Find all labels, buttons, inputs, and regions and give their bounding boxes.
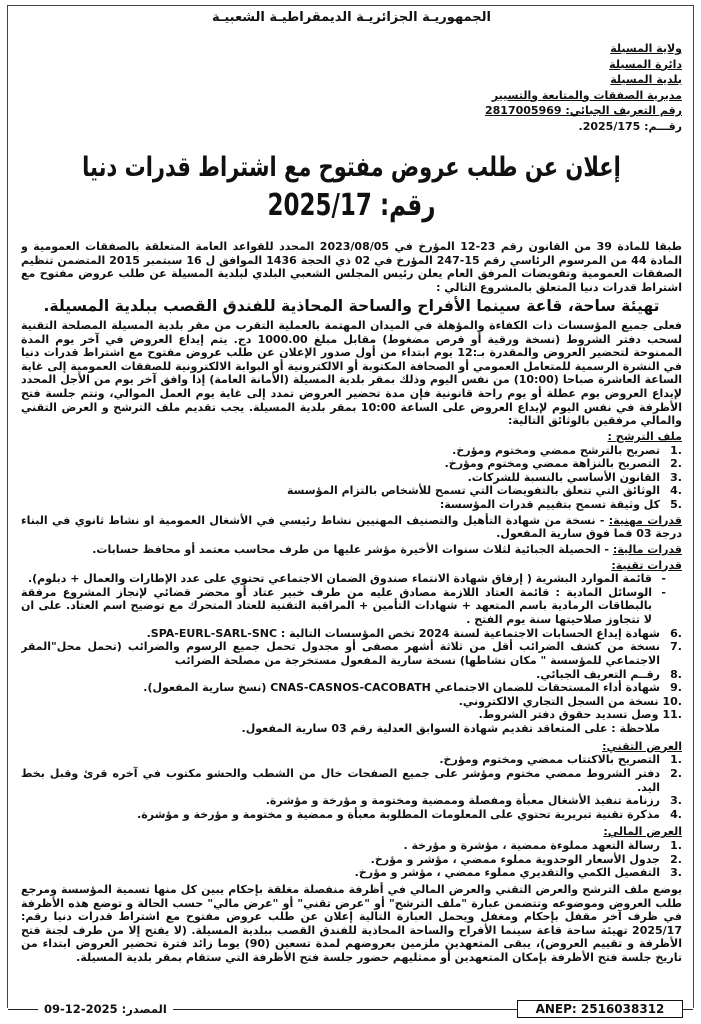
financial-capacity	[21, 543, 682, 557]
item-number: 4.	[670, 807, 682, 821]
wilaya-line: ولاية المسيلة	[610, 42, 682, 55]
notice-number-label: رقم:	[379, 189, 436, 223]
anep-reference: ANEP: 2516038312	[535, 1002, 665, 1016]
item-text: شهادة أداء المستحقات للضمان الاجتماعي CNAS-CASNOS-CACOBATH (نسخ سارية المفعول).	[143, 681, 660, 695]
closing-paragraph: يوضع ملف الترشح والعرض التقني والعرض المالي في أظرفة منفصلة مغلقة بإحكام يبين كل منها تسمية المؤسسة ومرجع طلب العروض وموضوعه وتتضمن عبارة "ملف الترشح" أو "عرض تقني" أو "عرض مالي" حسب الحالة و توضع هذه الأظرفة في ظرف آخر مقفل بإحكام ومغفل ويحمل العبارة التالية إعلان عن طلب عروض مفتوح مع اشتراط قدرات دنيا رقم: 2025/17 تهيئة ساحة قاعة سينما الأفراح والساحة المحاذية للفندق القصب ببلدية المسيلة. (لا يفتح إلا من طرف لجنة فتح الأظرفة و تقييم العروض)، يبقى المتعهدين ملزمين بعروضهم لمدة تسعين (90) يوما زائد فترة تحضير العروض ابتداء من تاريخ جلسة فتح الأظرفة بإمكان المتعهدين أو ممثليهم حضور جلسة فتح الأظرفة التي ستقام بمقر بلدية المسيلة.	[21, 882, 682, 964]
item-text: نسخة من كشف الضرائب أقل من ثلاثة أشهر مصفى أو مجدول تحمل جميع الرسوم والضرائب (تحمل محل"المقر الاجتماعي للمؤسسة " مكان نشاطها) نسخة سارية المفعول مستخرجة من مصلحة الضرائب	[21, 640, 660, 667]
notice-number-value: 2025/17	[267, 189, 372, 223]
item-text: مذكرة تقنية تبريرية تحتوي على المعلومات المطلوبة معبأة و ممضية و مختومة و مؤرخة و مؤشرة.	[137, 807, 660, 821]
reference-value: 2025/175.	[578, 119, 641, 133]
item-text: الوثائق التي تتعلق بالتفويضات التي تسمح للأشخاص بالتزام المؤسسة	[286, 484, 660, 498]
list-item	[21, 794, 682, 808]
item-text: دفتر الشروط ممضي مختوم ومؤشر على جميع الصفحات خال من الشطب والحشو مكتوب في آخره قرئ وقبل بخط اليد.	[21, 766, 660, 794]
item-number: 3.	[670, 794, 682, 808]
footer-rule	[8, 1009, 38, 1010]
list-item	[21, 498, 682, 512]
item-number: 2.	[670, 457, 682, 471]
instructions-paragraph: فعلى جميع المؤسسات ذات الكفاءة والمؤهلة في الميدان المهتمة بالعملية التقرب من مقر بلدية المسيلة المصلحة التقنية لسحب دفتر الشروط (نسخة ورقية أو قرص مضغوط) مقابل مبلغ 1000.00 دج. يتم إيداع العروض في آخر يوم المدة الممنوحة لتحضير العروض والمقدرة بـ:12 يوم ابتداء من أول صدور الإعلان عن طلب عروض مفتوح مع اشتراط قدرات دنيا في النشرة الرسمية للمتعامل العمومي أو الصحافة المكتوبة أو الالكترونية أو البوابة الالكترونية للصفقات العمومية إلى غاية الساعة العاشرة صباحا (10:00) من نفس اليوم وذلك بمقر بلدية المسيلة (الأمانة العامة) إذا وافق آخر يوم من الأجل المحدد لإيداع العروض يوم عطلة أو يوم راحة قانونية فإن مدة تحضير العروض تمدد إلى غاية يوم العمل الموالي، وتتم جلسة فتح الأظرفة في نفس اليوم لإيداع العروض على الساعة 10:00 بمقر بلدية المسيلة. يجب تقديم ملف الترشح و العرض التقني والمالي مرفقين بالوثائق التالية:	[21, 318, 682, 428]
source-date	[38, 1002, 173, 1016]
item-text: التصريح بالاكتتاب ممضي ومختوم ومؤرخ.	[439, 753, 660, 767]
item-text: التفصيل الكمي والتقديري مملوء ممضي ، مؤشر و مؤرخ.	[354, 866, 660, 880]
item-number: 3.	[670, 470, 682, 484]
item-number: 2.	[670, 852, 682, 866]
daira-line: دائرة المسيلة	[609, 57, 682, 71]
item-number: 9.	[670, 681, 682, 695]
financial-capacity-label: قدرات مالية:	[612, 542, 682, 556]
item-number: 1.	[670, 753, 682, 767]
item-text: التصريح بالنزاهة ممضي ومختوم ومؤرخ.	[444, 457, 660, 471]
item-number: 4.	[670, 484, 682, 498]
notice-number	[21, 185, 682, 227]
item-text: رزنامة تنفيذ الأشغال معبأة ومفصلة وممضية ومختومة و مؤرخة و مؤشرة.	[265, 794, 660, 808]
item-number: 11.	[662, 708, 682, 722]
bullet: -	[661, 572, 666, 586]
intro-paragraph: طبقا للمادة 39 من القانون رقم 23-12 المؤرخ في 2023/08/05 المحدد للقواعد العامة المتعلقة بالصفقات العمومية و المادة 44 من المرسوم الرئاسي رقم 15-247 المؤرخ في 02 ذي الحجة 1436 الموافق ل 16 سبتمبر 2015 المتضمن تنظيم الصفقات العمومية وتفويضات المرفق العام يعلن رئيس المجلس الشعبي البلدي لبلدية المسيلة عن طلب عروض مفتوح مع اشتراط قدرات دنيا المتعلق بالمشروع التالي :	[21, 240, 682, 294]
reference-label: رقـــم:	[644, 119, 682, 133]
item-number: 2.	[670, 766, 682, 780]
item-text: رقــم التعريف الجبائي.	[536, 667, 660, 681]
list-item	[21, 640, 682, 667]
footer-rule	[173, 1009, 517, 1010]
item-number: 7.	[670, 640, 682, 654]
source-date-value: 2025-12-09	[44, 1002, 118, 1016]
financial-offer-heading: العرض المالي:	[603, 825, 682, 839]
item-text: القانون الأساسي بالنسبة للشركات.	[467, 470, 660, 484]
footer-rule	[683, 1009, 693, 1010]
tax-id-label: رقم التعريف الجبائي:	[565, 104, 682, 117]
item-number: 1.	[670, 443, 682, 457]
list-item	[21, 668, 682, 682]
item-number: 8.	[670, 667, 682, 681]
notice-content	[21, 9, 682, 994]
commune-line: بلدية المسيلة	[610, 73, 682, 86]
list-item	[21, 839, 682, 853]
item-text: كل وثيقة تسمح بتقييم قدرات المؤسسة:	[439, 498, 660, 511]
list-item	[21, 681, 682, 695]
item-number: 1.	[670, 839, 682, 852]
professional-capacity-text: - نسخة من شهادة التأهيل والتصنيف المهنيين نشاط رئيسي في الأشغال العمومية او نشاط ثانوي في البناء درجة 03 فما فوق سارية المفعول.	[21, 513, 682, 541]
list-item	[21, 853, 682, 867]
source-label: المصدر:	[121, 1002, 167, 1016]
list-item	[21, 484, 682, 498]
item-text: رسالة التعهد مملوءة ممضية ، مؤشرة و مؤرخة .	[403, 839, 660, 852]
tax-id-line	[21, 103, 682, 119]
note-line: ملاحظة : على المتعاقد تقديم شهادة السوابق العدلية رقم 03 سارية المفعول.	[241, 722, 660, 735]
item-number: 10.	[662, 694, 682, 708]
list-item	[21, 444, 682, 458]
professional-capacity	[21, 514, 682, 541]
item-text: قائمة الموارد البشرية ( إرفاق شهادة الانتماء صندوق الضمان الاجتماعي تحتوي على عدد الإطارات والعمال + دبلوم).	[27, 572, 652, 586]
item-text: وصل تسديد حقوق دفتر الشروط.	[478, 708, 659, 722]
item-text: نسخة من السجل التجاري الالكتروني.	[458, 694, 659, 708]
item-number: 6.	[670, 626, 682, 640]
technical-capacity-label: قدرات تقنية:	[611, 558, 682, 572]
item-text: شهادة إيداع الحسابات الاجتماعية لسنة 2024 تخص المؤسسات التالية : SPA-EURL-SARL-SNC.	[146, 626, 660, 640]
list-item	[21, 866, 682, 880]
financial-capacity-text: - الحصيلة الجبائية لثلاث سنوات الأخيرة مؤشر عليها من طرف محاسب معتمد أو محافظ حسابات.	[92, 542, 609, 556]
item-text: تصريح بالترشح ممضي ومختوم ومؤرخ.	[452, 443, 660, 457]
issuing-authority	[21, 41, 682, 134]
list-item	[21, 767, 682, 794]
notice-body	[21, 240, 682, 965]
list-item	[21, 471, 682, 485]
page-footer	[8, 999, 693, 1019]
list-item	[21, 753, 682, 767]
item-number: 5.	[670, 498, 682, 511]
list-item	[21, 808, 682, 822]
directorate-line: مديرية الصفقات والمتابعة والتسيير	[491, 88, 682, 102]
list-item	[21, 627, 682, 641]
list-item	[21, 572, 682, 586]
list-item	[21, 708, 682, 722]
technical-capacity	[21, 559, 682, 573]
item-text: الوسائل المادية : قائمة العتاد اللازمة مصادق عليه من طرف خبير عتاد أو محضر قضائي لإنجاز المشروع مرفقة بالبطاقات الرمادية باسم المتعهد + شهادات التأمين + المراقبة التقنية للعتاد المتحرك مع توضيح اسم العتاد. على ان لا تتجاوز صلاحيتها سنة يوم الفتح .	[21, 585, 652, 626]
reference-line	[21, 119, 682, 135]
bullet: -	[661, 585, 666, 599]
tax-id-value: 2817005969	[485, 104, 562, 117]
professional-capacity-label: قدرات مهنية:	[608, 513, 682, 527]
project-title: تهيئة ساحة، قاعة سينما الأفراح والساحة المحاذية للفندق القصب ببلدية المسيلة.	[43, 296, 660, 315]
candidacy-heading: ملف الترشح :	[607, 429, 682, 443]
list-item	[21, 457, 682, 471]
list-item	[21, 695, 682, 709]
item-number: 3.	[670, 866, 682, 880]
item-text: جدول الأسعار الوحدوية مملوء ممضي ، مؤشر و مؤرخ.	[370, 852, 660, 866]
technical-offer-heading: العرض التقني:	[602, 739, 682, 753]
anep-reference-box	[517, 1000, 683, 1018]
republic-heading: الجمهوريـة الجزائريـة الديمقراطيـة الشعبيـة	[212, 10, 491, 25]
notice-title: إعلان عن طلب عروض مفتوح مع اشتراط قدرات دنيا	[82, 151, 621, 183]
list-item	[21, 586, 682, 627]
